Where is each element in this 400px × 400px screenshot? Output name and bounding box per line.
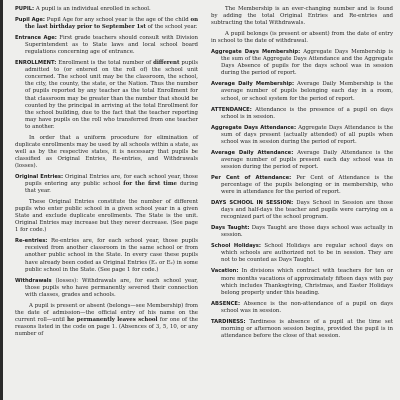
term-tardiness: TARDINESS: — [211, 318, 246, 325]
text-aggregate-membership: Aggregate Days Membership is the sum of the Aggregate Days Attendance and the Aggregate Days Absence of pupils for the days school was in session during the period of report. — [221, 49, 394, 77]
text-withdrawals: (losses): Withdrawals are, for each school year, those pupils who have permanently severed their connection with classes, grades and schools. — [25, 277, 199, 298]
text-attendance: Attendance is the presence of a pupil on days school is in session. — [221, 106, 393, 120]
text-original-entries-emph: for the first time — [123, 181, 177, 188]
term-vacation: Vacation: — [211, 268, 239, 275]
term-days-in-session: DAYS SCHOOL IN SESSION: — [211, 200, 294, 207]
text-enrollment-emph: different — [153, 60, 180, 67]
definition-re-entries — [15, 238, 198, 273]
text-average-attendance: Average Daily Attendance is the average number of pupils present each day school was in session during the period of report. — [221, 149, 394, 170]
term-pupil: PUPIL: — [15, 6, 35, 12]
text-pupil-age-2: of the school year. — [147, 24, 198, 31]
text-average-membership: Average Daily Membership is the average number of pupils belonging each day in a room, school, or school system for the period of report. — [221, 81, 393, 102]
term-entrance-age: Entrance Age: — [15, 35, 57, 42]
definition-days-taught — [211, 225, 393, 239]
term-average-attendance: Average Daily Attendance: — [211, 149, 294, 156]
definition-percent-attendance — [211, 175, 393, 196]
text-enrollment-2: pupils admitted to (or entered on the roll of) the school unit concerned. The school unit may be the classroom, the school, the city, the county, the state, or the Nation. Thus the number of pupils reported by any teacher as the total Enrollment for that classroom may be greater than the number that should be counted by the principal in arriving at the total Enrollment for the school building, due to the fact that the teacher reporting may have pupils on the roll who transferred from one teacher to another. — [25, 60, 199, 130]
paragraph-membership: The Membership is an ever-changing number and is found by adding the total Original Entries and Re-entries and subtracting the total Withdrawals. — [211, 6, 393, 27]
text-original-entries-2: during that year. — [25, 181, 199, 195]
text-percent-attendance: Per Cent of Attendance is the percentage of the pupils belonging or in membership, who were in attendance for the period of report. — [221, 174, 393, 196]
text-school-holidays: School Holidays are regular school days on which schools are authorized not to be in session. They are not to be counted as Days Taught. — [221, 243, 394, 264]
text-withdrawals-2b: for one of the reasons listed in the code on page 1. (Absences of 3, 5, 10, or any number of — [15, 316, 199, 337]
term-aggregate-attendance: Aggregate Days Attendance: — [211, 124, 297, 131]
left-column — [15, 6, 198, 342]
text-vacation: In divisions which contract with teachers for ten or more months vacations of approximately fifteen days with pay which includes Thanksgiving, Christmas, and Easter Holidays belong properly under this heading. — [221, 268, 393, 296]
definition-pupil-age — [15, 17, 198, 31]
definition-entrance-age — [15, 35, 198, 56]
text-tardiness: Tardiness is absence of a pupil at the time set morning or afternoon session begins, provided the pupil is in attendance before the close of that session. — [221, 318, 393, 339]
definition-original-entries — [15, 174, 198, 195]
term-withdrawals: Withdrawals — [15, 277, 52, 284]
text-pupil-age-1: Pupil Age for any school year is the age of the child — [46, 17, 189, 24]
text-pupil: A pupil is an individual enrolled in school. — [35, 6, 151, 12]
text-days-in-session: Days School in Session are those days and half-days the teacher and pupils were carrying on a recognized part of the school program. — [221, 200, 393, 221]
text-re-entries: Re-entries are, for each school year, those pupils received from another classroom in the same school or from another public school in the State. In every case these pupils have already been coded as Original Entries (E₁ or E₂) in some public school in the State. (See page 1 for code.) — [25, 238, 199, 273]
text-withdrawals-2-emph: he permanently leaves school — [67, 316, 158, 323]
term-days-taught: Days Taught: — [211, 225, 250, 232]
definition-average-attendance — [211, 150, 393, 171]
paragraph-enrollment-2: In order that a uniform procedure for elimination of duplicate enrollments may be used by all schools within a state, as well as by the respective states, it is necessary that pupils be classified as Original Entries, Re-entries, and Withdrawals (losses). — [15, 134, 198, 169]
text-entrance-age: First grade teachers should consult with Division Superintendent as to State laws and local school board regulations concerning age of entrance. — [25, 35, 198, 56]
definition-aggregate-attendance — [211, 125, 393, 146]
term-average-membership: Average Daily Membership: — [211, 81, 295, 88]
definition-aggregate-membership — [211, 49, 393, 77]
definition-absence — [211, 301, 393, 315]
text-original-entries-1: Original Entries are, for each school year, those pupils entering any public school — [25, 173, 198, 188]
definition-tardiness — [211, 319, 393, 340]
term-attendance: ATTENDANCE: — [211, 106, 252, 113]
definition-enrollment — [15, 60, 198, 130]
right-column — [211, 6, 393, 344]
definition-vacation — [211, 268, 393, 296]
definition-attendance — [211, 107, 393, 121]
text-enrollment-1: Enrollment is the total number of — [58, 60, 152, 67]
term-original-entries: Original Entries: — [15, 173, 64, 180]
term-percent-attendance: Per Cent of Attendance: — [211, 174, 292, 181]
text-absence: Absence is the non-attendance of a pupil on days school was in session. — [221, 300, 394, 314]
definition-school-holidays — [211, 243, 393, 264]
definition-pupil — [15, 6, 198, 13]
definition-withdrawals — [15, 278, 198, 299]
term-absence: ABSENCE: — [211, 300, 241, 307]
term-pupil-age: Pupil Age: — [15, 17, 45, 24]
paragraph-withdrawals-2 — [15, 303, 198, 338]
term-re-entries: Re-entries: — [15, 238, 48, 245]
definition-days-in-session — [211, 200, 393, 221]
text-aggregate-attendance: Aggregate Days Attendance is the sum of days present (actually attended) of all pupils when school was in session during the period of report. — [221, 124, 394, 145]
paragraph-membership-2: A pupil belongs (is present or absent) from the date of entry in school to the date of withdrawal. — [211, 31, 393, 45]
term-enrollment: ENROLLMENT: — [15, 60, 57, 67]
text-withdrawals-2a: A pupil is present or absent (belongs—see Membership) from the date of admission—the official entry of his name on the current roll—until — [15, 302, 198, 323]
term-aggregate-membership: Aggregate Days Membership: — [211, 49, 301, 56]
text-pupil-age-emph: on the last birthday prior to September 1st — [25, 17, 198, 31]
paragraph-original-entries-2: These Original Entries constitute the number of different pupils who enter public school in a given school year in a given State and exclude duplicate enrollments. The State is the unit. Original Entries may increase but they never decrease. (See page 1 for code.) — [15, 199, 198, 234]
text-days-taught: Days Taught are those days school was actually in session. — [221, 225, 393, 239]
term-school-holidays: School Holidays: — [211, 243, 261, 250]
definition-average-membership — [211, 81, 393, 102]
